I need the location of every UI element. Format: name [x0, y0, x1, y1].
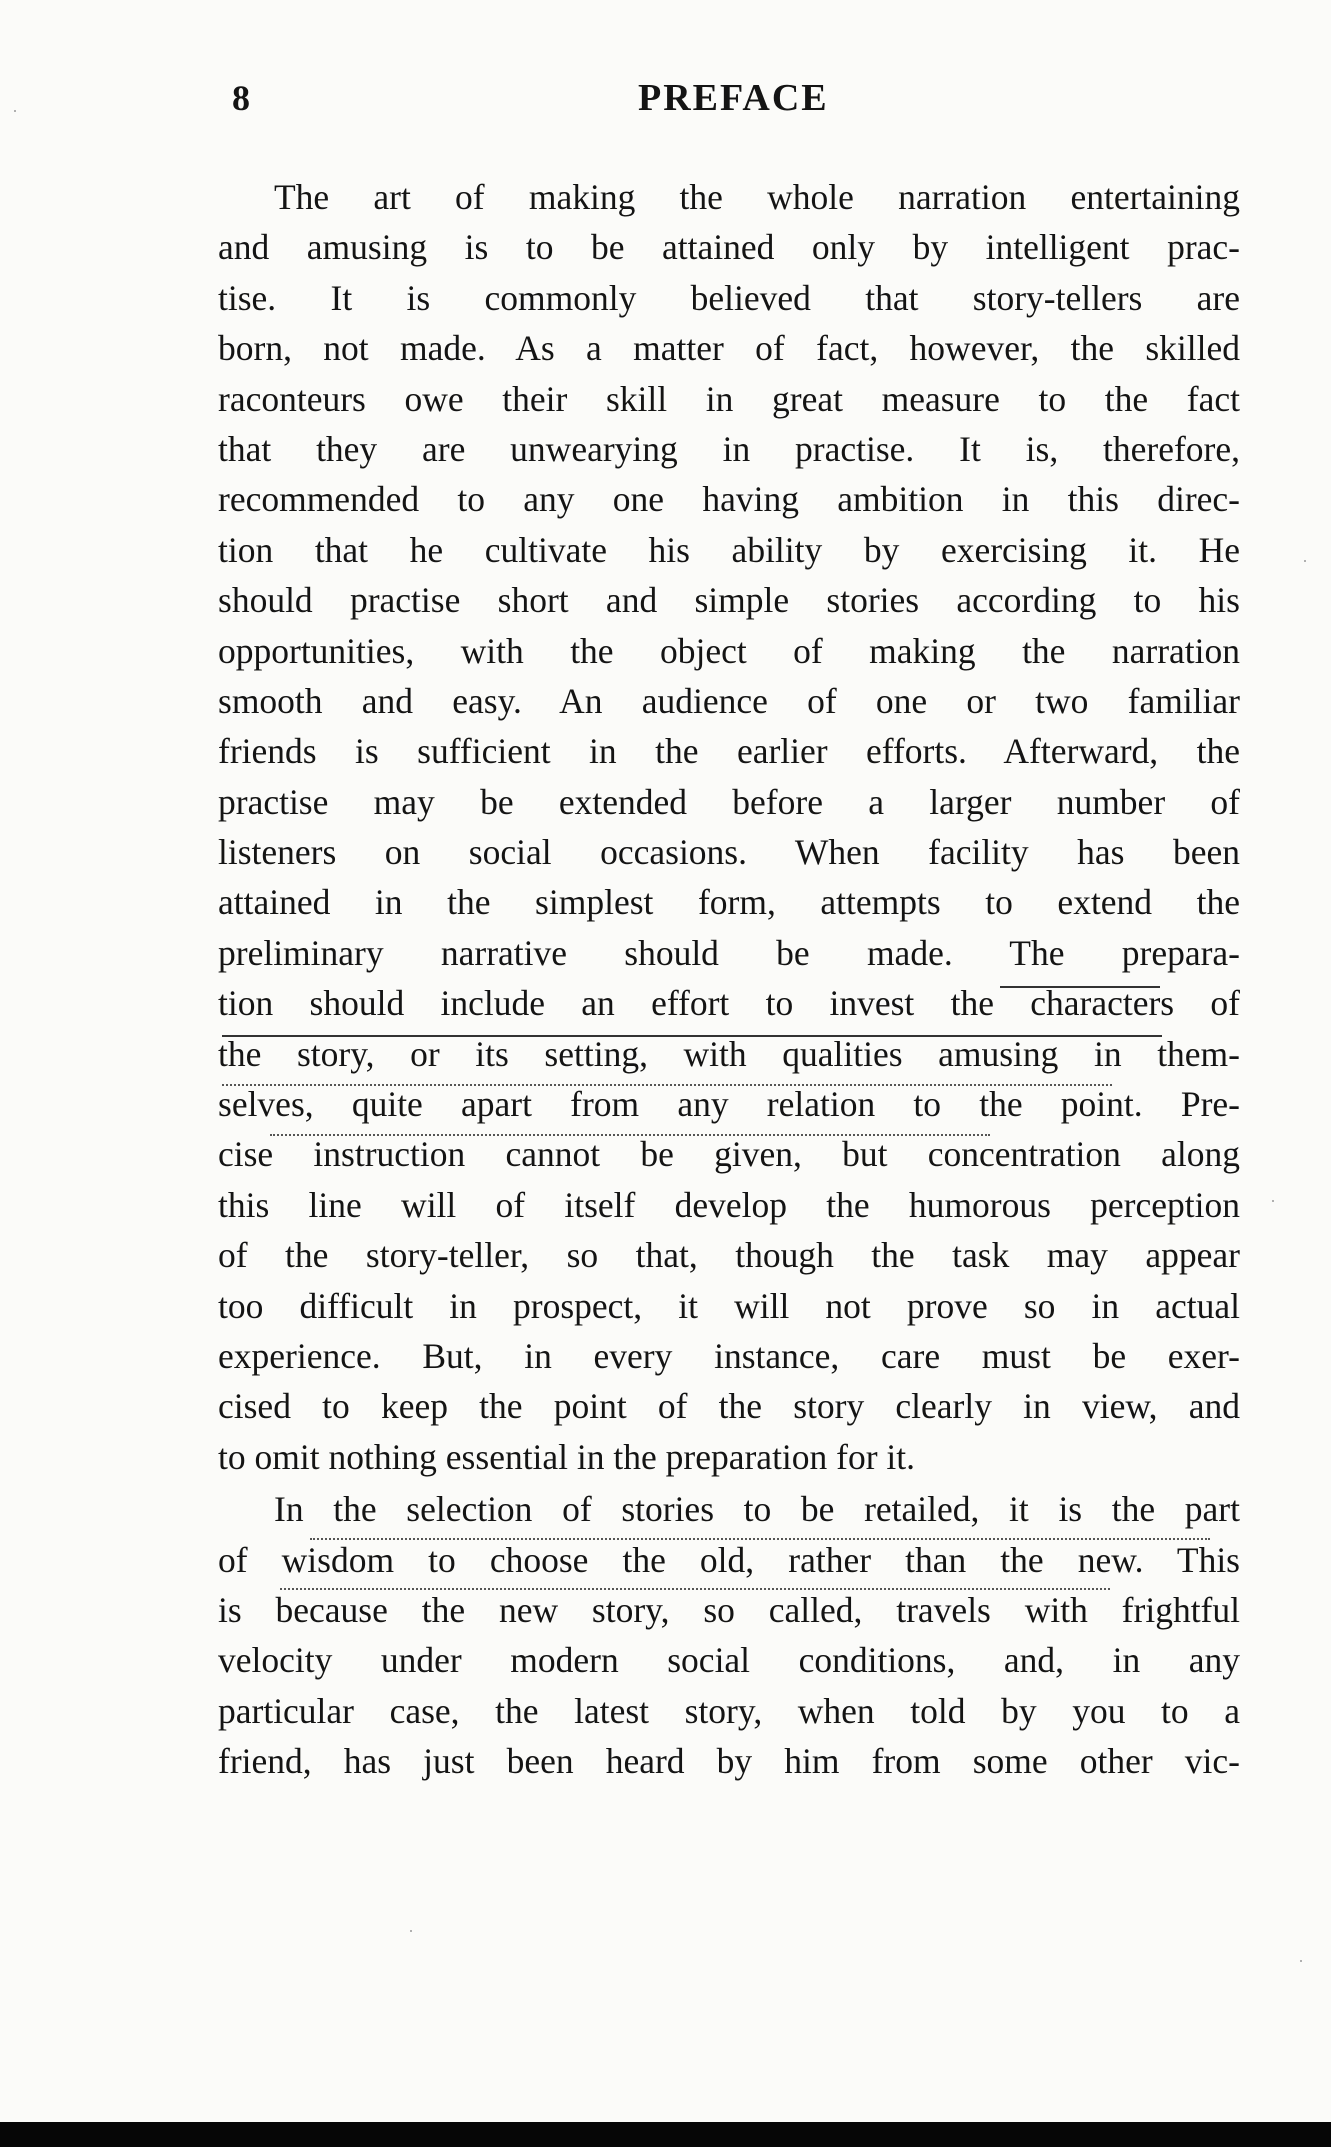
- text-line: listeners on social occasions. When facility has been: [218, 832, 1240, 873]
- text-line: is because the new story, so called, travels with frightful: [218, 1589, 1240, 1630]
- paragraph-1: [218, 172, 1240, 1482]
- body-text: [218, 172, 1240, 1787]
- page-number: 8: [232, 78, 250, 118]
- text-line: that they are unwearying in practise. It is, therefore,: [218, 428, 1240, 469]
- text-line: to omit nothing essential in the preparation for it.: [218, 1436, 916, 1477]
- text-line: In the selection of stories to be retailed, it is the part: [274, 1489, 1240, 1530]
- text-line: particular case, the latest story, when told by you to a: [218, 1690, 1240, 1731]
- scan-speck: [410, 1930, 412, 1932]
- pencil-underline: [310, 1538, 1210, 1540]
- running-head: PREFACE: [638, 77, 829, 119]
- text-line: tise. It is commonly believed that story-tellers are: [218, 277, 1240, 318]
- text-line: and amusing is to be attained only by intelligent prac-: [218, 227, 1240, 268]
- pencil-underline: [222, 1035, 1162, 1037]
- text-line: of the story-teller, so that, though the task may appear: [218, 1235, 1240, 1276]
- text-line: opportunities, with the object of making the narration: [218, 630, 1240, 671]
- text-line: tion that he cultivate his ability by exercising it. He: [218, 529, 1240, 570]
- text-line: experience. But, in every instance, care must be exer-: [218, 1335, 1240, 1376]
- text-line: of wisdom to choose the old, rather than the new. This: [218, 1539, 1240, 1580]
- page-header: [232, 70, 1232, 126]
- scan-speck: [1304, 560, 1306, 562]
- scan-speck: [14, 110, 16, 112]
- pencil-underline: [270, 1134, 990, 1136]
- text-line: preliminary narrative should be made. The prepara-: [218, 932, 1240, 973]
- text-line: born, not made. As a matter of fact, however, the skilled: [218, 328, 1240, 369]
- text-line: selves, quite apart from any relation to the point. Pre-: [218, 1084, 1240, 1125]
- text-line: smooth and easy. An audience of one or two familiar: [218, 680, 1240, 721]
- text-line: cise instruction cannot be given, but concentration along: [218, 1134, 1240, 1175]
- text-line: the story, or its setting, with qualities amusing in them-: [218, 1033, 1240, 1074]
- scan-speck: [1272, 1200, 1274, 1202]
- text-line: friend, has just been heard by him from some other vic-: [218, 1741, 1240, 1782]
- text-line: this line will of itself develop the humorous perception: [218, 1184, 1240, 1225]
- text-line: tion should include an effort to invest the characters of: [218, 983, 1240, 1024]
- pencil-underline: [1000, 986, 1160, 988]
- paragraph-2: [218, 1484, 1240, 1786]
- text-line: cised to keep the point of the story clearly in view, and: [218, 1386, 1240, 1427]
- scan-edge-band: [0, 2122, 1331, 2147]
- text-line: attained in the simplest form, attempts to extend the: [218, 882, 1240, 923]
- text-line: should practise short and simple stories according to his: [218, 580, 1240, 621]
- text-line: practise may be extended before a larger number of: [218, 781, 1240, 822]
- text-line: too difficult in prospect, it will not prove so in actual: [218, 1285, 1240, 1326]
- pencil-underline: [280, 1588, 1110, 1590]
- text-line: raconteurs owe their skill in great measure to the fact: [218, 378, 1240, 419]
- text-line: The art of making the whole narration entertaining: [274, 177, 1240, 217]
- scan-speck: [1300, 1960, 1302, 1962]
- text-line: velocity under modern social conditions, and, in any: [218, 1640, 1240, 1681]
- text-line: recommended to any one having ambition in this direc-: [218, 479, 1240, 520]
- pencil-underline: [222, 1084, 1112, 1086]
- text-line: friends is sufficient in the earlier efforts. Afterward, the: [218, 731, 1240, 772]
